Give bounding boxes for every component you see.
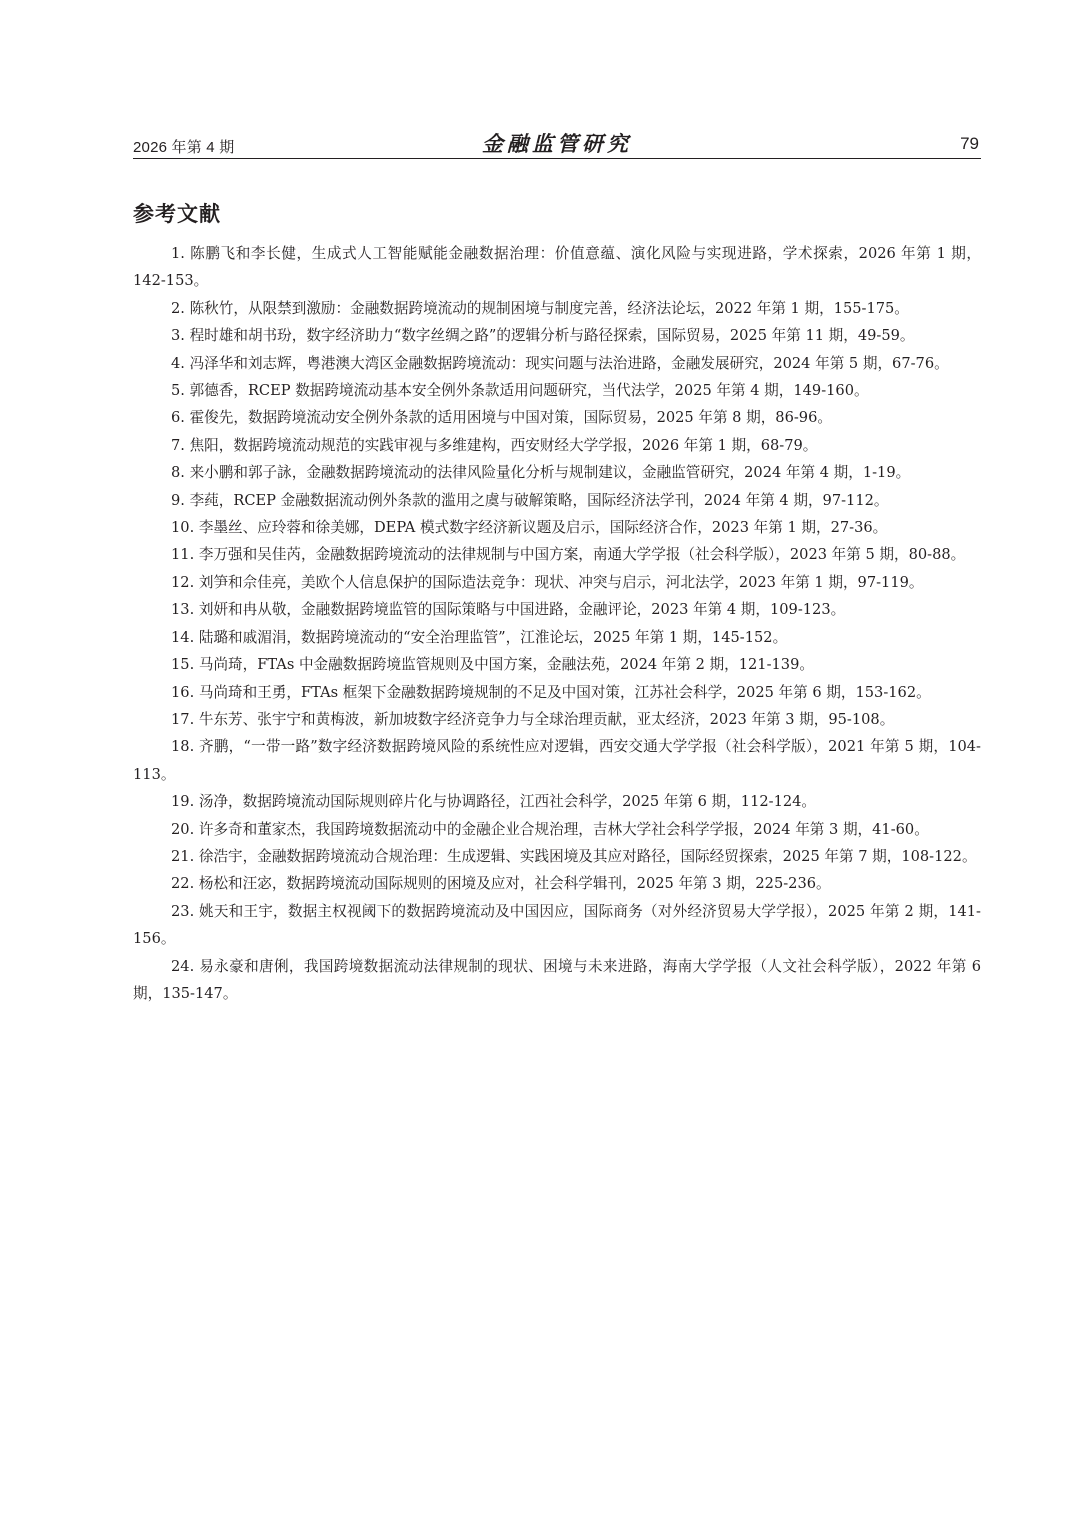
reference-item: 15. 马尚琦，FTAs 中金融数据跨境监管规则及中国方案，金融法苑，2024 年第 2 期，121-139。 bbox=[171, 656, 814, 674]
reference-item: 1. 陈鹏飞和李长健，生成式人工智能赋能金融数据治理：价值意蕴、演化风险与实现进路，学术探索，2026 年第 1 期，142-153。 bbox=[133, 245, 981, 290]
reference-item: 16. 马尚琦和王勇，FTAs 框架下金融数据跨境规制的不足及中国对策，江苏社会科学，2025 年第 6 期，153-162。 bbox=[171, 683, 931, 701]
journal-title: 金融监管研究 bbox=[482, 131, 632, 156]
reference-item: 19. 汤净，数据跨境流动国际规则碎片化与协调路径，江西社会科学，2025 年第 6 期，112-124。 bbox=[171, 793, 817, 811]
reference-item: 9. 李莼，RCEP 金融数据流动例外条款的滥用之虞与破解策略，国际经济法学刊，2024 年第 4 期，97-112。 bbox=[171, 491, 889, 509]
page-number: 79 bbox=[960, 134, 979, 153]
references-heading: 参考文献 bbox=[133, 202, 221, 226]
reference-item: 12. 刘笋和佘佳亮，美欧个人信息保护的国际造法竞争：现状、冲突与启示，河北法学，2023 年第 1 期，97-119。 bbox=[171, 573, 924, 591]
page-header bbox=[133, 128, 981, 159]
reference-item: 24. 易永豪和唐俐，我国跨境数据流动法律规制的现状、困境与未来进路，海南大学学报（人文社会科学版），2022 年第 6 期，135-147。 bbox=[133, 957, 981, 1002]
reference-item: 20. 许多奇和董家杰，我国跨境数据流动中的金融企业合规治理，吉林大学社会科学学报，2024 年第 3 期，41-60。 bbox=[171, 820, 929, 838]
reference-item: 23. 姚天和王宇，数据主权视阈下的数据跨境流动及中国因应，国际商务（对外经济贸易大学学报），2025 年第 2 期，141-156。 bbox=[133, 902, 981, 948]
reference-list bbox=[133, 240, 981, 1007]
issue-label: 2026 年第 4 期 bbox=[133, 139, 235, 156]
reference-item: 17. 牛东芳、张宇宁和黄梅波，新加坡数字经济竞争力与全球治理贡献，亚太经济，2023 年第 3 期，95-108。 bbox=[171, 710, 895, 728]
reference-item: 13. 刘妍和冉从敬，金融数据跨境监管的国际策略与中国进路，金融评论，2023 年第 4 期，109-123。 bbox=[171, 601, 846, 619]
reference-item: 6. 霍俊先，数据跨境流动安全例外条款的适用困境与中国对策，国际贸易，2025 年第 8 期，86-96。 bbox=[171, 409, 832, 427]
reference-item: 21. 徐浩宇，金融数据跨境流动合规治理：生成逻辑、实践困境及其应对路径，国际经贸探索，2025 年第 7 期，108-122。 bbox=[171, 847, 977, 865]
reference-item: 3. 程时雄和胡书玢，数字经济助力“数字丝绸之路”的逻辑分析与路径探索，国际贸易，2025 年第 11 期，49-59。 bbox=[171, 327, 915, 345]
reference-item: 4. 冯泽华和刘志辉，粤港澳大湾区金融数据跨境流动：现实问题与法治进路，金融发展研究，2024 年第 5 期，67-76。 bbox=[171, 354, 949, 372]
reference-item: 2. 陈秋竹，从限禁到激励：金融数据跨境流动的规制困境与制度完善，经济法论坛，2022 年第 1 期，155-175。 bbox=[171, 299, 909, 317]
reference-item: 14. 陆璐和戚湄涓，数据跨境流动的“安全治理监管”，江淮论坛，2025 年第 1 期，145-152。 bbox=[171, 628, 788, 646]
reference-item: 8. 来小鹏和郭子詠，金融数据跨境流动的法律风险量化分析与规制建议，金融监管研究，2024 年第 4 期，1-19。 bbox=[171, 464, 911, 482]
reference-item: 11. 李万强和吴佳芮，金融数据跨境流动的法律规制与中国方案，南通大学学报（社会科学版），2023 年第 5 期，80-88。 bbox=[171, 546, 966, 564]
reference-item: 18. 齐鹏，“一带一路”数字经济数据跨境风险的系统性应对逻辑，西安交通大学学报（社会科学版），2021 年第 5 期，104-113。 bbox=[133, 738, 981, 783]
reference-item: 5. 郭德香，RCEP 数据跨境流动基本安全例外条款适用问题研究，当代法学，2025 年第 4 期，149-160。 bbox=[171, 382, 869, 400]
reference-item: 22. 杨松和汪宓，数据跨境流动国际规则的困境及应对，社会科学辑刊，2025 年第 3 期，225-236。 bbox=[171, 875, 831, 893]
reference-item: 7. 焦阳，数据跨境流动规范的实践审视与多维建构，西安财经大学学报，2026 年第 1 期，68-79。 bbox=[171, 436, 818, 454]
reference-item: 10. 李墨丝、应玲蓉和徐美娜，DEPA 模式数字经济新议题及启示，国际经济合作，2023 年第 1 期，27-36。 bbox=[171, 519, 888, 537]
